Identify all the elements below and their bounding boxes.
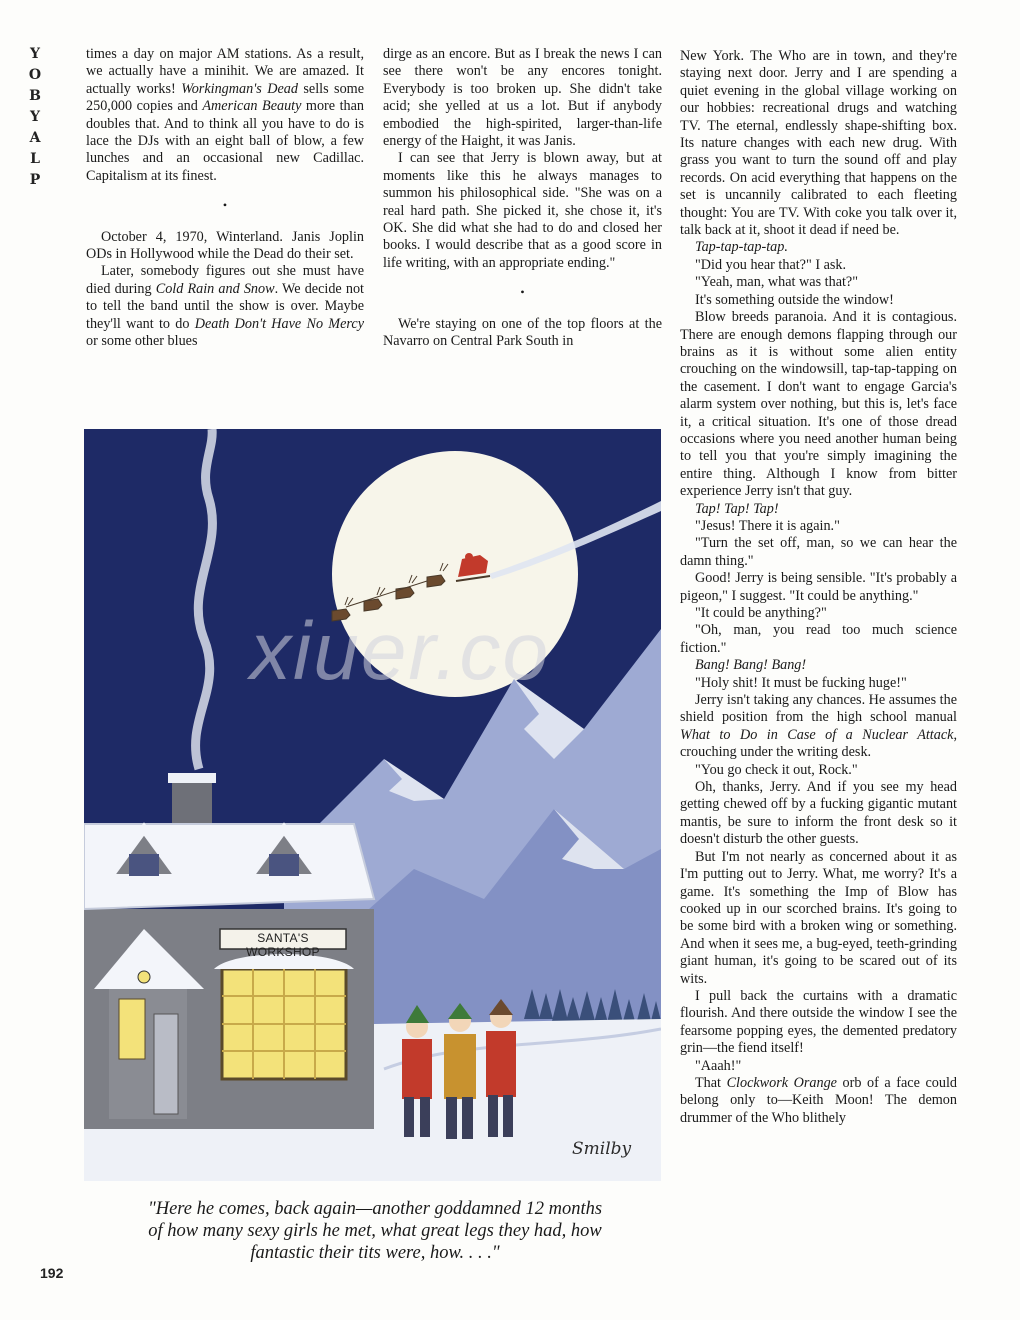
section-break-bullet: •: [222, 198, 228, 213]
paragraph: New York. The Who are in town, and they're staying next door. Jerry and I are spending a quiet evening in the global village working on our hobbies: recreational drugs and watching TV. The eternal, endlessly shape-shifting box. Its nature changes with each new drug. With grass you want to turn the sound off and play records. On acid everything that happens on the set is uncannily calibrated to each fleeting thought: You are TV. With coke you talk over it, talk back at it, shoot it dead if need be.: [680, 48, 957, 239]
paragraph: Oh, thanks, Jerry. And if you see my head getting chewed off by a fucking gigantic mutant mantis, be sure to inform the front desk so it doesn't disturb the other guests.: [680, 779, 957, 848]
cartoonist-signature: Smilby: [572, 1139, 632, 1159]
paragraph: Later, somebody figures out she must have died during Cold Rain and Snow. We decide not to tell the band until the show is over. Maybe they'll want to do Death Don't Have No Mercy or some other blues: [86, 263, 365, 350]
paragraph: We're staying on one of the top floors at the Navarro on Central Park South in: [383, 315, 662, 350]
paragraph: That Clockwork Orange orb of a face could belong only to—Keith Moon! The demon drummer of the Who blithely: [680, 1074, 957, 1126]
paragraph: I pull back the curtains with a dramatic flourish. And there outside the window I see the fearsome popping eyes, the demented predatory grin—the fiend itself!: [680, 987, 957, 1057]
paragraph: I can see that Jerry is blown away, but at moments like this he always manages to summon his philosophical side. "She was on a real hard path. She picked it, she chose it, it's OK. She did what she had to do and closed her books. I would describe that as a good score in life writing, with an appropriate ending.": [383, 150, 662, 271]
paragraph: "Yeah, man, what was that?": [695, 274, 859, 291]
paragraph: "Holy shit! It must be fucking huge!": [695, 674, 907, 691]
paragraph: Good! Jerry is being sensible. "It's probably a pigeon," I suggest. "It could be anything.": [680, 570, 957, 604]
masthead-letter: P: [29, 172, 41, 188]
santas-workshop-house: [84, 824, 374, 1129]
text-column-2: [383, 46, 662, 351]
masthead: [22, 44, 48, 191]
paragraph: Tap! Tap! Tap!: [695, 500, 779, 517]
cartoon-illustration: [84, 429, 661, 1181]
paragraph: Blow breeds paranoia. And it is contagious. There are enough demons flapping through our brains as it is without some alien entity crouching on the windowsill, tap-tap-tapping on the casement. I don't want to engage Garcia's alarm system over nothing, but this is, let's face it, a critical situation. It's one of those dread occasions where you need another human being to tell you that you're simply imagining the entire thing. Although I know from bitter experience Jerry isn't that guy.: [680, 309, 957, 500]
paragraph: times a day on major AM stations. As a result, we actually have a minihit. We are amazed. It actually works! Workingman's Dead sells some 250,000 copies and American Beauty more than doubles that. And to think all you have to do is lace the DJs with an eight ball of blow, a few lunches and an occasional new Cadillac. Capitalism at its finest.: [86, 46, 365, 184]
paragraph: "Oh, man, you read too much science fiction.": [680, 622, 957, 656]
paragraph: "You go check it out, Rock.": [695, 761, 858, 778]
cartoon-scene: [84, 429, 661, 1181]
paragraph: "Did you hear that?" I ask.: [695, 256, 847, 273]
paragraph: October 4, 1970, Winterland. Janis Joplin ODs in Hollywood while the Dead do their set.: [86, 228, 364, 263]
section-break-bullet: •: [520, 285, 525, 300]
paragraph: Bang! Bang! Bang!: [695, 657, 807, 674]
paragraph: It's something outside the window!: [695, 291, 894, 308]
paragraph: "Aaah!": [695, 1057, 742, 1074]
paragraph: Jerry isn't taking any chances. He assumes the shield position from the high school manual What to Do in Case of a Nuclear Attack, crouching under the writing desk.: [680, 692, 957, 761]
text-column-1: [86, 46, 364, 351]
paragraph: "It could be anything?": [695, 605, 827, 621]
cartoon-caption: "Here he comes, back again—another goddamned 12 months of how many sexy girls he met, what great legs they had, how fantastic their tits were, how. . . .": [147, 1199, 603, 1263]
workshop-sign: SANTA'S WORKSHOP: [246, 931, 320, 959]
paragraph: But I'm not nearly as concerned about it as I'm putting out to Jerry. What, me worry? It's a game. It's something the Imp of Blow has cooked up in our scorched brains. It's going to be some bird with a broken wing or something. And when it sees me, a bug-eyed, teeth-grinding giant human, it's going to be scared out of its wits.: [680, 848, 957, 987]
watermark: xiuer.co: [250, 606, 551, 697]
page-number: 192: [40, 1265, 64, 1281]
masthead-letter: O: [28, 67, 42, 83]
masthead-letter: A: [29, 130, 41, 146]
masthead-letter: L: [30, 151, 40, 167]
paragraph: dirge as an encore. But as I break the news I can see there won't be any encores tonight. Everybody is too broken up. She didn't take acid; she yelled at us a lot. But if anybody embodied the high-spirited, larger-than-life energy of the Haight, it was Janis.: [383, 46, 662, 150]
masthead-letter: B: [29, 88, 41, 104]
paragraph: Tap-tap-tap-tap.: [695, 239, 788, 256]
masthead-letter: Y: [30, 46, 40, 62]
masthead-letter: Y: [30, 109, 40, 125]
paragraph: "Jesus! There it is again.": [695, 517, 840, 534]
paragraph: "Turn the set off, man, so we can hear the damn thing.": [680, 535, 957, 569]
text-column-3: [680, 48, 957, 1127]
